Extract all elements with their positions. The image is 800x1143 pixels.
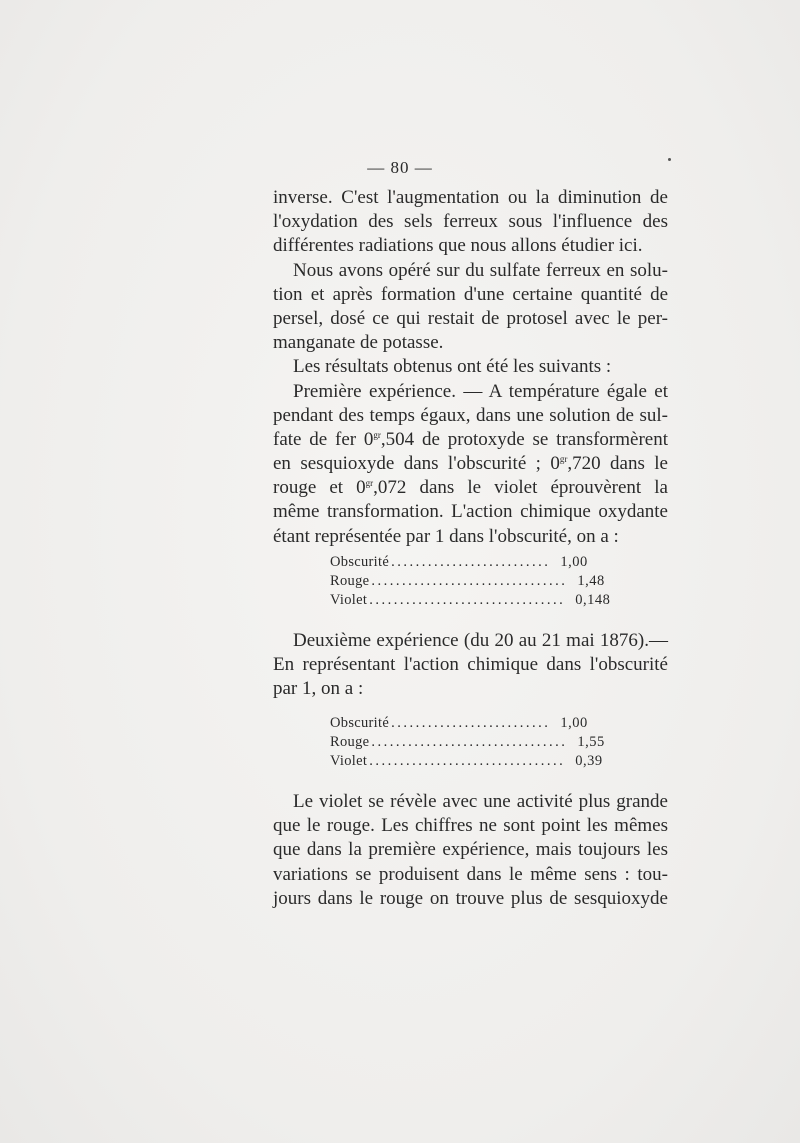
leader-dots: ................................ [371,734,568,750]
body-text-upper [273,186,668,549]
text-line [273,476,668,500]
row-value: 1,00 [560,554,588,570]
leader-dots: .......................... [391,715,551,731]
table-row [330,553,600,572]
unit-superscript: gr [559,454,568,465]
leader-dots: ................................ [371,573,568,589]
row-value: 0,39 [575,753,603,769]
page-number: — 80 — [367,158,433,177]
table-row [330,752,603,771]
row-value: 1,00 [560,715,588,731]
text-line [273,452,668,476]
text-line: En représentant l'action chimique dans l'obscurité [273,654,668,676]
text-line: Première expérience. — A température égale et [293,380,668,402]
text-line: Nous avons opéré sur du sulfate ferreux en solu- [293,259,668,281]
row-value: 1,55 [577,734,605,750]
text-fragment: ,072 dans le violet éprouvèrent la [373,477,668,499]
text-line: différentes radiations que nous allons étudier ici. [273,235,643,257]
body-text-lower [273,790,668,911]
text-fragment: en sesquioxyde dans l'obscurité ; 0 [273,453,560,475]
text-line: Les résultats obtenus ont été les suivants : [293,356,612,378]
text-line: même transformation. L'action chimique oxydante [273,501,668,523]
text-line: par 1, on a : [273,678,364,700]
text-line: inverse. C'est l'augmentation ou la diminution de [273,187,668,208]
text-line: que dans la première expérience, mais toujours les [273,839,668,861]
row-label: Violet [330,753,368,769]
text-line: l'oxydation des sels ferreux sous l'influence des [273,211,668,233]
unit-superscript: gr [373,429,381,440]
results-table-2 [330,714,605,771]
text-line [273,428,668,452]
text-fragment: ,720 dans le [567,453,668,475]
table-row [330,714,600,733]
body-text-middle [273,629,668,702]
text-line: que le rouge. Les chiffres ne sont point les mêmes [273,815,668,837]
row-label: Obscurité [330,554,390,570]
text-line: manganate de potasse. [273,332,444,354]
row-value: 0,148 [575,592,611,608]
text-line: variations se produisent dans le même sens : tou- [273,863,668,885]
text-line: Deuxième expérience (du 20 au 21 mai 1876).— [293,630,668,651]
row-label: Obscurité [330,715,390,731]
text-line: Le violet se révèle avec une activité plus grande [293,791,668,812]
text-line: jours dans le rouge on trouve plus de sesquioxyde [273,887,668,909]
leader-dots: .......................... [391,554,551,570]
row-label: Violet [330,592,368,608]
text-fragment: ,504 de protoxyde se transformèrent [380,428,668,450]
text-line: tion et après formation d'une certaine quantité de [273,283,668,305]
table-row [330,572,605,591]
results-table-1 [330,553,611,610]
text-line: pendant des temps égaux, dans une solution de sul- [273,404,668,426]
leader-dots: ................................ [369,592,566,608]
table-row [330,733,605,752]
row-label: Rouge [330,734,370,750]
unit-superscript: gr [365,478,374,489]
text-line: étant représentée par 1 dans l'obscurité, on a : [273,525,619,547]
leader-dots: ................................ [369,753,566,769]
row-label: Rouge [330,573,370,589]
text-fragment: fate de fer 0 [273,428,374,450]
table-row [330,591,611,610]
row-value: 1,48 [577,573,605,589]
text-line: persel, dosé ce qui restait de protosel avec le per- [273,307,668,329]
text-fragment: rouge et 0 [273,477,366,499]
